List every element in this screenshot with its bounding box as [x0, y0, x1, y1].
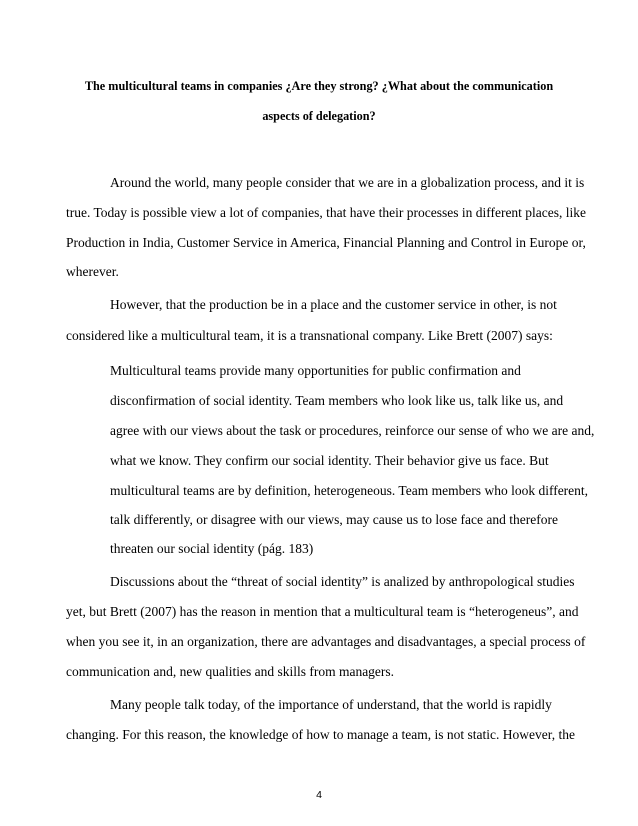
paragraph-3-line-2: yet, but Brett (2007) has the reason in mention that a multicultural team is “heterogeneus”, and: [66, 604, 579, 619]
paragraph-1-line-3: Production in India, Customer Service in America, Financial Planning and Control in Europe or,: [66, 235, 586, 250]
document-title-line-1: The multicultural teams in companies ¿Are they strong? ¿What about the communication: [84, 79, 554, 93]
block-quote-line-3: agree with our views about the task or procedures, reinforce our sense of who we are and,: [110, 423, 595, 438]
paragraph-2-line-2: considered like a multicultural team, it is a transnational company. Like Brett (2007) says:: [66, 328, 553, 343]
paragraph-4-line-1: Many people talk today, of the importance of understand, that the world is rapidly: [110, 697, 552, 712]
paragraph-1-line-2: true. Today is possible view a lot of companies, that have their processes in different places, like: [66, 205, 587, 220]
paragraph-4-line-2: changing. For this reason, the knowledge of how to manage a team, is not static. However, the: [66, 727, 575, 742]
paragraph-1-line-4: wherever.: [66, 264, 119, 279]
block-quote-line-4: what we know. They confirm our social identity. Their behavior give us face. But: [110, 453, 549, 468]
paragraph-3-line-4: communication and, new qualities and skills from managers.: [66, 664, 395, 679]
paragraph-1-line-1: Around the world, many people consider that we are in a globalization process, and it is: [110, 175, 585, 190]
block-quote-line-7: threaten our social identity (pág. 183): [110, 541, 314, 556]
block-quote-line-6: talk differently, or disagree with our views, may cause us to lose face and therefore: [110, 512, 558, 527]
paragraph-3-line-1: Discussions about the “threat of social identity” is analized by anthropological studies: [110, 574, 575, 589]
paragraph-2-line-1: However, that the production be in a place and the customer service in other, is not: [110, 297, 557, 312]
block-quote-line-2: disconfirmation of social identity. Team members who look like us, talk like us, and: [110, 393, 564, 408]
block-quote-line-1: Multicultural teams provide many opportunities for public confirmation and: [110, 363, 521, 378]
document-title-line-2: aspects of delegation?: [262, 109, 376, 123]
paragraph-3-line-3: when you see it, in an organization, there are advantages and disadvantages, a special process of: [66, 634, 586, 649]
page-number: 4: [316, 789, 322, 801]
block-quote-line-5: multicultural teams are by definition, heterogeneous. Team members who look different,: [110, 483, 589, 498]
